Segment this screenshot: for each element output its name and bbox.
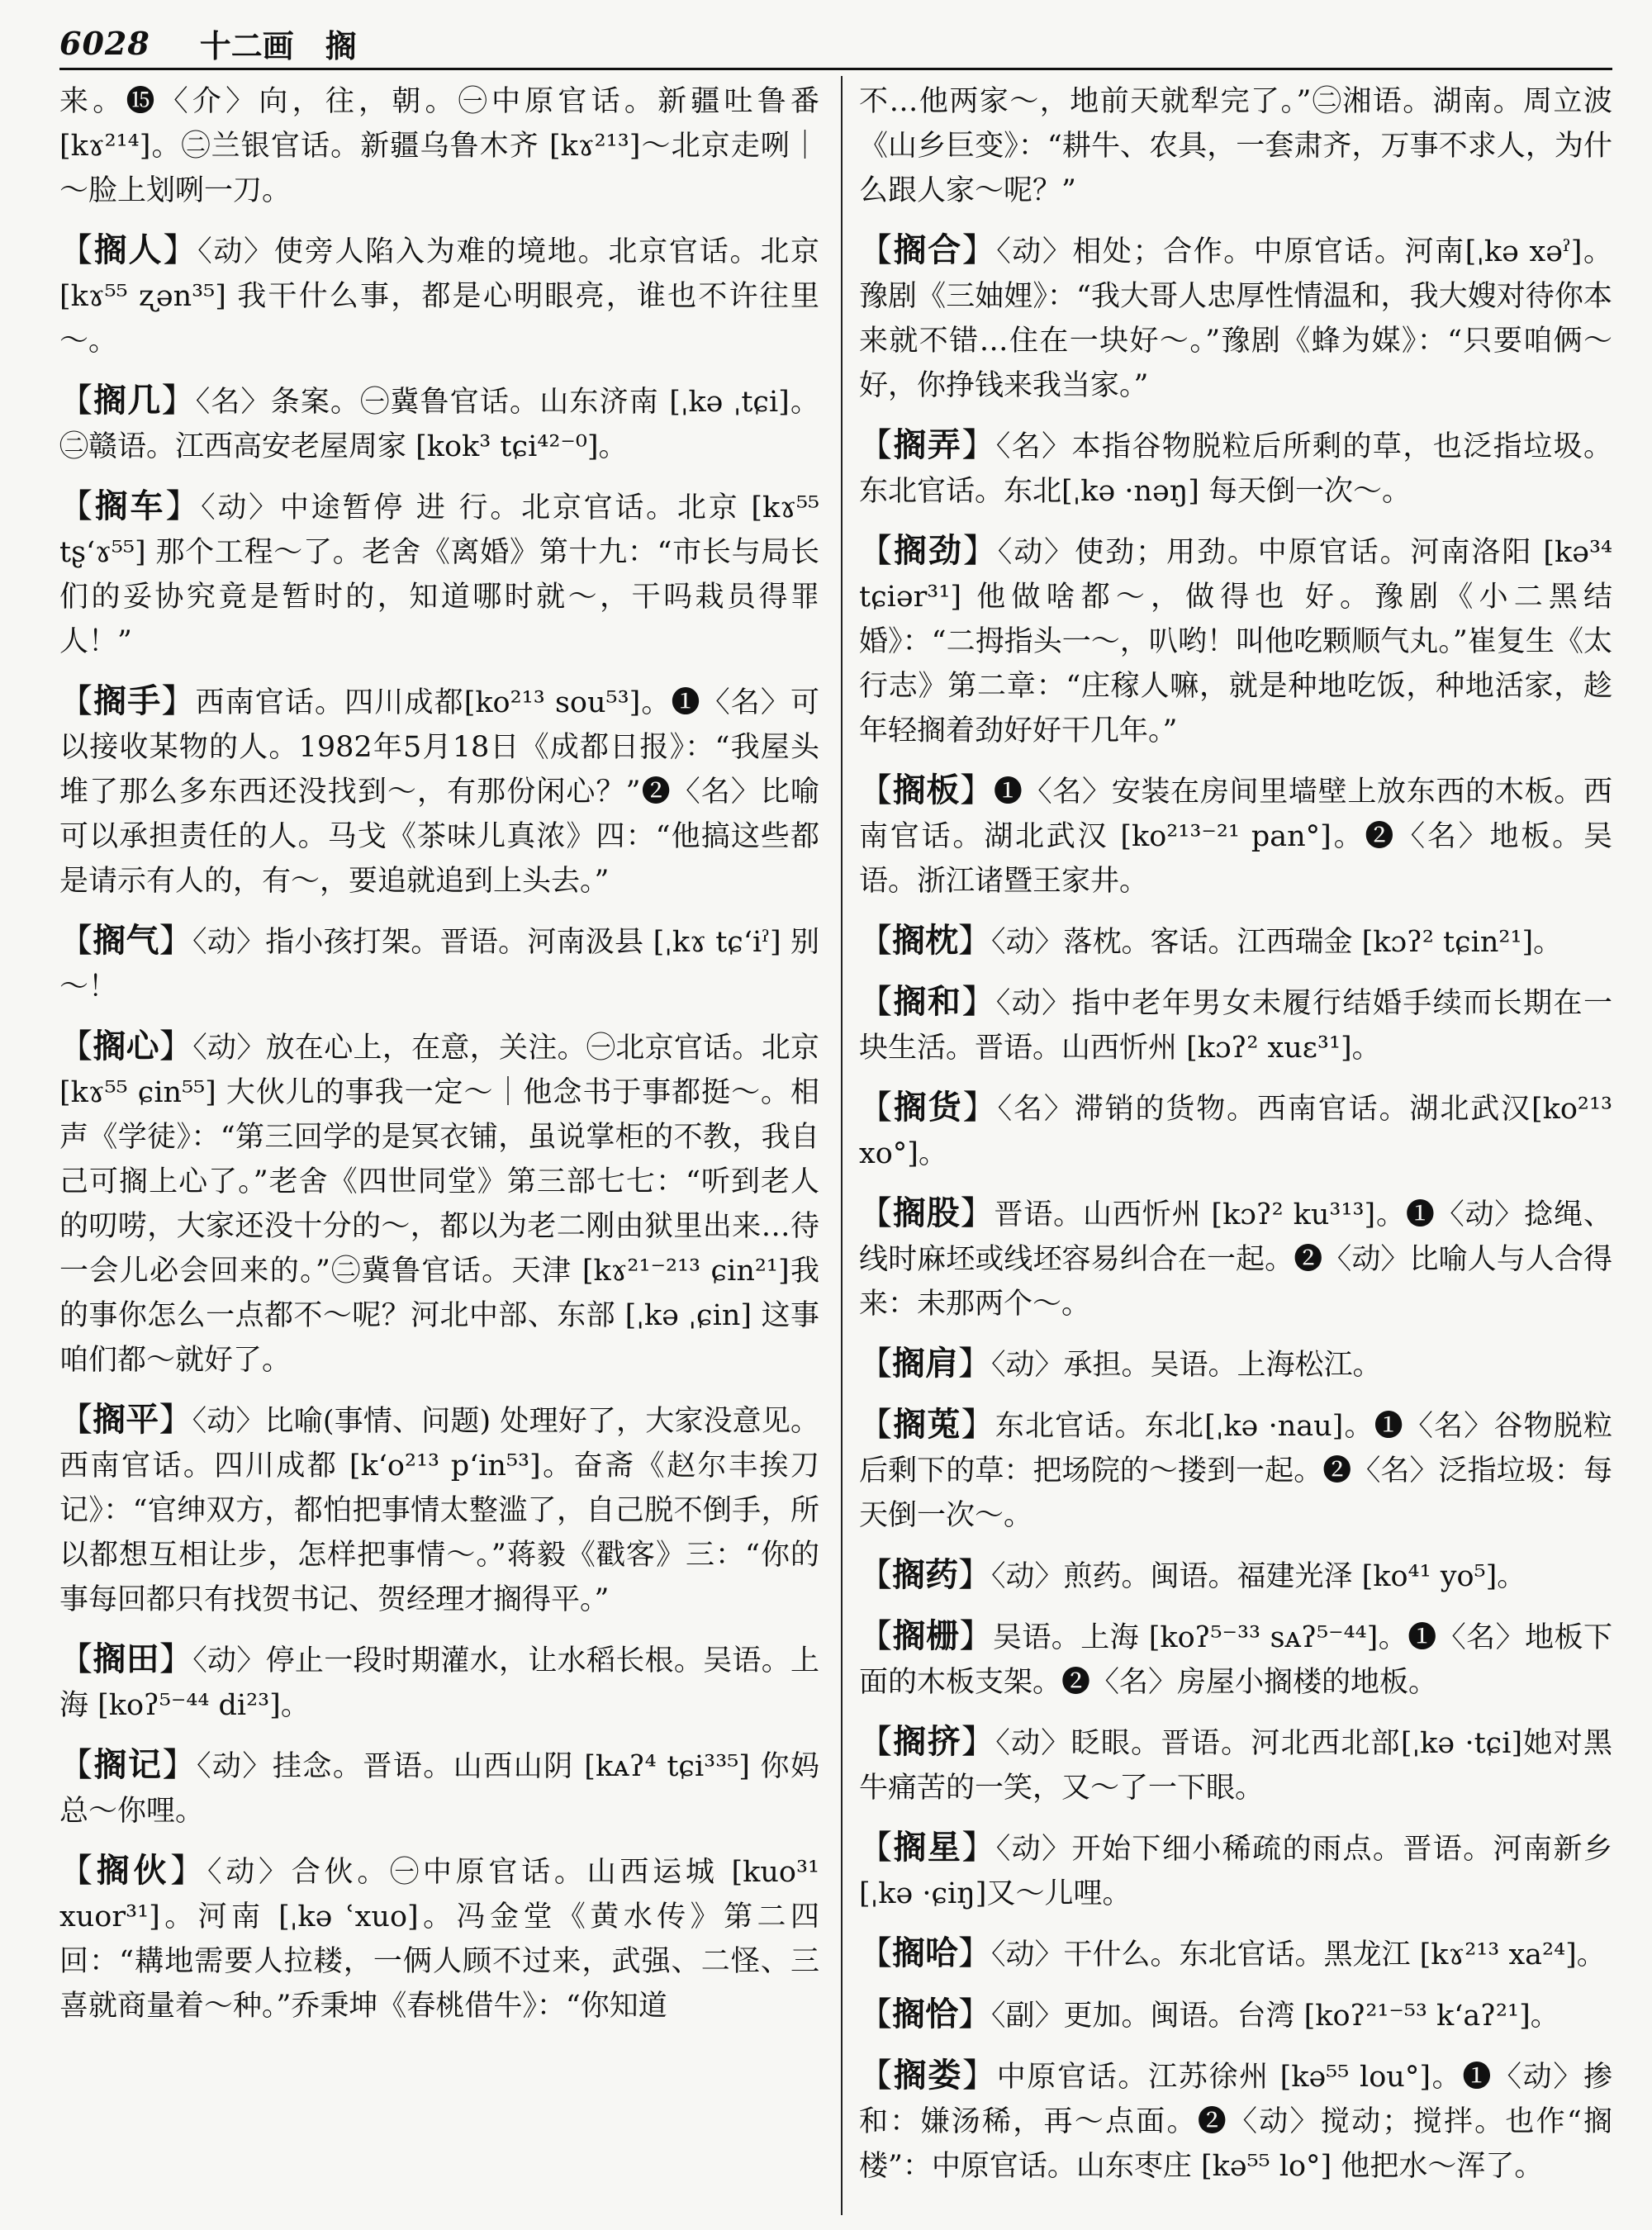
entry-headword: 【搁合】 bbox=[859, 230, 997, 269]
dictionary-entry bbox=[859, 2053, 1612, 2189]
dictionary-entry bbox=[859, 423, 1612, 514]
entry-definition: 〈动〉合伙。㊀中原官话。山西运城 [kuo³¹ xuor³¹]。河南 [ˌkə ʿxuo]。冯金堂《黄水传》第二四回：“耩地需要人拉耧，一俩人顾不过来，武强、二怪、三喜就商量着～种。”乔秉坤《春桃借牛》：“你知道 bbox=[59, 1856, 820, 2023]
entry-definition: 〈动〉比喻(事情、问题) 处理好了，大家没意见。西南官话。四川成都 [kʻo²¹³ pʻin⁵³]。奋斋《赵尔丰挨刀记》：“官绅双方，都怕把事情太整滥了，自己脱不倒手，所以都想互相让步，怎样把事情～。”蒋毅《戳客》三：“你的事每回都只有找贺书记、贺经理才搁得平。” bbox=[59, 1405, 819, 1616]
continuation-text: 不…他两家～，地前天就犁完了。”㊁湘语。湖南。周立波《山乡巨变》：“耕牛、农具，一套肃齐，万事不求人，为什么跟人家～呢？” bbox=[859, 85, 1612, 207]
entry-definition: 〈动〉指小孩打架。晋语。河南汲县 [ˌkɤ tɕʻiˀ] 别～！ bbox=[59, 926, 820, 1004]
dictionary-entry bbox=[59, 1397, 819, 1622]
entry-definition: 〈动〉开始下细小稀疏的雨点。晋语。河南新乡[ˌkə ·ɕiŋ]又～儿哩。 bbox=[859, 1833, 1612, 1910]
entry-headword: 【搁恰】 bbox=[859, 1995, 991, 2033]
headword-text: 搁货 bbox=[893, 1088, 963, 1127]
headword-text: 搁栅 bbox=[892, 1616, 960, 1655]
page-number: 6028 bbox=[59, 24, 150, 62]
entry-headword: 【搁气】 bbox=[59, 921, 192, 960]
dictionary-entry bbox=[859, 1720, 1612, 1810]
dictionary-entry bbox=[859, 529, 1612, 753]
entry-definition: 〈动〉挂念。晋语。山西山阴 [kᴀʔ⁴ tɕi³³⁵] 你妈总～你哩。 bbox=[59, 1750, 820, 1828]
headword-text: 搁人 bbox=[93, 230, 164, 269]
dictionary-entry bbox=[59, 1848, 819, 2028]
entry-headword: 【搁和】 bbox=[859, 982, 996, 1021]
entry-headword: 【搁平】 bbox=[59, 1400, 192, 1439]
entry-definition: ❶〈名〉安装在房间里墙壁上放东西的木板。西南官话。湖北武汉 [ko²¹³⁻²¹ pan°]。❷〈名〉地板。吴语。浙江诸暨王家井。 bbox=[859, 776, 1613, 898]
headword-text: 搁哈 bbox=[892, 1933, 958, 1972]
entry-definition: 晋语。山西忻州 [kɔʔ² ku³¹³]。❶〈动〉捻绳、线时麻坯或线坯容易纠合在一起。❷〈动〉比喻人与人合得来：未那两个～。 bbox=[859, 1198, 1613, 1321]
dictionary-entry bbox=[859, 1931, 1612, 1977]
entry-headword: 【搁人】 bbox=[59, 230, 198, 269]
dictionary-entry bbox=[859, 918, 1612, 965]
entry-headword: 【搁车】 bbox=[59, 486, 202, 525]
entry-definition: 〈动〉停止一段时期灌水，让水稻长根。吴语。上海 [koʔ⁵⁻⁴⁴ di²³]。 bbox=[59, 1644, 820, 1722]
headword-text: 搁股 bbox=[892, 1193, 961, 1232]
dictionary-entry bbox=[859, 768, 1612, 904]
dictionary-entry bbox=[859, 1614, 1612, 1705]
entry-headword: 【搁心】 bbox=[59, 1027, 193, 1065]
dictionary-entry bbox=[59, 484, 819, 664]
headword-text: 搁挤 bbox=[893, 1722, 961, 1761]
entry-definition: 〈动〉指中老年男女未履行结婚手续而长期在一块生活。晋语。山西忻州 [kɔʔ² xuɛ³¹]。 bbox=[859, 987, 1612, 1065]
entry-definition: 中原官话。江苏徐州 [kə⁵⁵ lou°]。❶〈动〉掺和：嫌汤稀，再～点面。❷〈动〉搅动；搅拌。也作“搁楼”：中原官话。山东枣庄 [kə⁵⁵ lo°] 他把水～浑了。 bbox=[859, 2061, 1613, 2183]
left-column bbox=[59, 79, 819, 2043]
headword-text: 搁弄 bbox=[893, 425, 962, 464]
headword-text: 搁板 bbox=[892, 771, 961, 809]
entry-definition: 〈名〉条案。㊀冀鲁官话。山东济南 [ˌkə ˌtɕi]。㊁赣语。江西高安老屋周家 [kok³ tɕi⁴²⁻⁰]。 bbox=[59, 386, 820, 463]
headword-text: 搁田 bbox=[93, 1639, 159, 1678]
entry-definition: 〈动〉相处；合作。中原官话。河南[ˌkə xəˀ]。豫剧《三妯娌》：“我大哥人忠厚性情温和，我大嫂对待你本来就不错…住在一块好～。”豫剧《蜂为媒》：“只要咱俩～好，你挣钱来我当家。” bbox=[859, 235, 1613, 402]
entry-definition: 〈动〉眨眼。晋语。河北西北部[ˌkə ·tɕi]她对黑牛痛苦的一笑，又～了一下眼。 bbox=[859, 1727, 1612, 1805]
entry-definition: 吴语。上海 [koʔ⁵⁻³³ sᴀʔ⁵⁻⁴⁴]。❶〈名〉地板下面的木板支架。❷〈名〉房屋小搁楼的地板。 bbox=[859, 1621, 1613, 1699]
entry-definition: 东北官话。东北[ˌkə ·nau]。❶〈名〉谷物脱粒后剩下的草：把场院的～搂到一起。❷〈名〉泛指垃圾：每天倒一次～。 bbox=[859, 1410, 1612, 1532]
entry-definition: 〈动〉中途暂停 进 行。北京官话。北京 [kɤ⁵⁵ tʂʻɤ⁵⁵] 那个工程～了。老舍《离婚》第十九：“市长与局长们的妥协究竟是暂时的，知道哪时就～，干吗栽员得罪人！” bbox=[59, 491, 820, 658]
headword-text: 搁心 bbox=[93, 1027, 159, 1065]
dictionary-entry bbox=[859, 1553, 1612, 1599]
headword-text: 搁记 bbox=[93, 1745, 163, 1784]
entry-definition: 〈动〉承担。吴语。上海松江。 bbox=[991, 1349, 1382, 1382]
entry-headword: 【搁哈】 bbox=[859, 1933, 991, 1972]
headword-text: 搁恰 bbox=[892, 1995, 958, 2033]
dictionary-entry bbox=[59, 1024, 819, 1383]
dictionary-entry bbox=[59, 679, 819, 904]
entry-definition: 〈动〉煎药。闽语。福建光泽 [ko⁴¹ yo⁵]。 bbox=[991, 1560, 1526, 1593]
dictionary-entry bbox=[859, 1402, 1612, 1538]
entry-headword: 【搁伙】 bbox=[59, 1851, 208, 1890]
entry-definition: 西南官话。四川成都[ko²¹³ sou⁵³]。❶〈名〉可以接收某物的人。1982年5月18日《成都日报》：“我屋头堆了那么多东西还没找到～，有那份闲心？”❷〈名〉比喻可以承担责任的人。马戈《茶味儿真浓》四：“他搞这些都是请示有人的，有～，要追就追到上头去。” bbox=[59, 686, 820, 898]
entry-headword: 【搁板】 bbox=[859, 771, 994, 809]
entry-headword: 【搁药】 bbox=[859, 1555, 991, 1594]
entry-definition: 〈动〉使劲；用劲。中原官话。河南洛阳 [kə³⁴ tɕiər³¹] 他做啥都～，做得也 好。豫剧《小二黑结婚》：“二拇指头一～，叭哟！叫他吃颗顺气丸。”崔复生《太行志》第二章：“庄稼人嘛，就是种地吃饭，种地活家，趁年轻搁着劲好好干几年。” bbox=[859, 536, 1613, 747]
entry-headword: 【搁股】 bbox=[859, 1193, 995, 1232]
entry-headword: 【搁肩】 bbox=[859, 1344, 991, 1383]
entry-headword: 【搁星】 bbox=[859, 1828, 996, 1867]
headword-text: 搁手 bbox=[93, 681, 162, 720]
page-header bbox=[59, 18, 1612, 68]
entry-headword: 【搁莵】 bbox=[859, 1405, 995, 1444]
dictionary-entry bbox=[859, 1085, 1612, 1176]
entry-headword: 【搁几】 bbox=[59, 381, 196, 420]
headword-text: 搁合 bbox=[893, 230, 962, 269]
entry-headword: 【搁田】 bbox=[59, 1639, 193, 1678]
entry-headword: 【搁记】 bbox=[59, 1745, 197, 1784]
dictionary-entry bbox=[59, 228, 819, 363]
entry-definition: 〈动〉落枕。客话。江西瑞金 [kɔʔ² tɕin²¹]。 bbox=[991, 926, 1563, 959]
headword-text: 搁莵 bbox=[893, 1405, 961, 1444]
headword-text: 搁几 bbox=[93, 381, 162, 420]
entry-definition: 〈名〉滞销的货物。西南官话。湖北武汉[ko²¹³ xo°]。 bbox=[859, 1093, 1613, 1170]
right-column bbox=[859, 79, 1612, 2204]
entry-headword: 【搁手】 bbox=[59, 681, 196, 720]
entry-definition: 〈动〉使旁人陷入为难的境地。北京官话。北京[kɤ⁵⁵ ʐən³⁵] 我干什么事，都是心明眼亮，谁也不许往里～。 bbox=[59, 235, 820, 358]
dictionary-entry bbox=[859, 228, 1612, 408]
dictionary-entry bbox=[859, 980, 1612, 1070]
entry-definition: 〈动〉干什么。东北官话。黑龙江 [kɤ²¹³ xa²⁴]。 bbox=[991, 1938, 1606, 1971]
entry-definition: 〈副〉更加。闽语。台湾 [koʔ²¹⁻⁵³ kʻaʔ²¹]。 bbox=[991, 2000, 1559, 2033]
headword-text: 搁枕 bbox=[892, 921, 958, 960]
dictionary-entry bbox=[59, 918, 819, 1009]
dictionary-entry bbox=[859, 1825, 1612, 1916]
entry-headword: 【搁栅】 bbox=[859, 1616, 993, 1655]
entry-headword: 【搁弄】 bbox=[859, 425, 996, 464]
section-title: 十二画 搁 bbox=[199, 26, 357, 64]
entry-headword: 【搁枕】 bbox=[859, 921, 991, 960]
entry-headword: 【搁劲】 bbox=[859, 531, 998, 570]
column-divider bbox=[841, 76, 843, 2215]
entry-headword: 【搁挤】 bbox=[859, 1722, 996, 1761]
dictionary-entry bbox=[59, 1743, 819, 1834]
headword-text: 搁劲 bbox=[893, 531, 963, 570]
dictionary-entry bbox=[859, 1341, 1612, 1388]
headword-text: 搁和 bbox=[893, 982, 962, 1021]
entry-headword: 【搁娄】 bbox=[859, 2056, 997, 2095]
headword-text: 搁伙 bbox=[96, 1851, 171, 1890]
headword-text: 搁星 bbox=[893, 1828, 962, 1867]
entry-headword: 【搁货】 bbox=[859, 1088, 998, 1127]
header-rule bbox=[59, 68, 1612, 70]
headword-text: 搁车 bbox=[94, 486, 166, 525]
headword-text: 搁肩 bbox=[892, 1344, 958, 1383]
headword-text: 搁药 bbox=[892, 1555, 958, 1594]
entry-definition: 〈动〉放在心上，在意，关注。㊀北京官话。北京 [kɤ⁵⁵ ɕin⁵⁵] 大伙儿的事我一定～｜他念书于事都挺～。相声《学徒》：“第三回学的是冥衣铺，虽说掌柜的不教，我自己可搁上心了。”老舍《四世同堂》第三部七七：“听到老人的叨唠，大家还没十分的～，都以为老二刚由狱里出来…待一会儿必会回来的。”㊁冀鲁官话。天津 [kɤ²¹⁻²¹³ ɕin²¹]我的事你怎么一点都不～呢？河北中部、东部 [ˌkə ˌɕin] 这事咱们都～就好了。 bbox=[59, 1032, 820, 1377]
dictionary-entry bbox=[859, 1191, 1612, 1326]
dictionary-entry bbox=[59, 1637, 819, 1728]
headword-text: 搁平 bbox=[93, 1400, 159, 1439]
headword-text: 搁气 bbox=[93, 921, 159, 960]
headword-text: 搁娄 bbox=[893, 2056, 963, 2095]
dictionary-entry bbox=[59, 378, 819, 469]
dictionary-entry bbox=[859, 1992, 1612, 2038]
continuation-text: 来。⓯〈介〉向，往，朝。㊀中原官话。新疆吐鲁番[kɤ²¹⁴]。㊁兰银官话。新疆乌鲁木齐 [kɤ²¹³]～北京走咧｜～脸上划咧一刀。 bbox=[59, 85, 819, 207]
entry-definition: 〈名〉本指谷物脱粒后所剩的草，也泛指垃圾。东北官话。东北[ˌkə ·nəŋ] 每天倒一次～。 bbox=[859, 430, 1612, 508]
